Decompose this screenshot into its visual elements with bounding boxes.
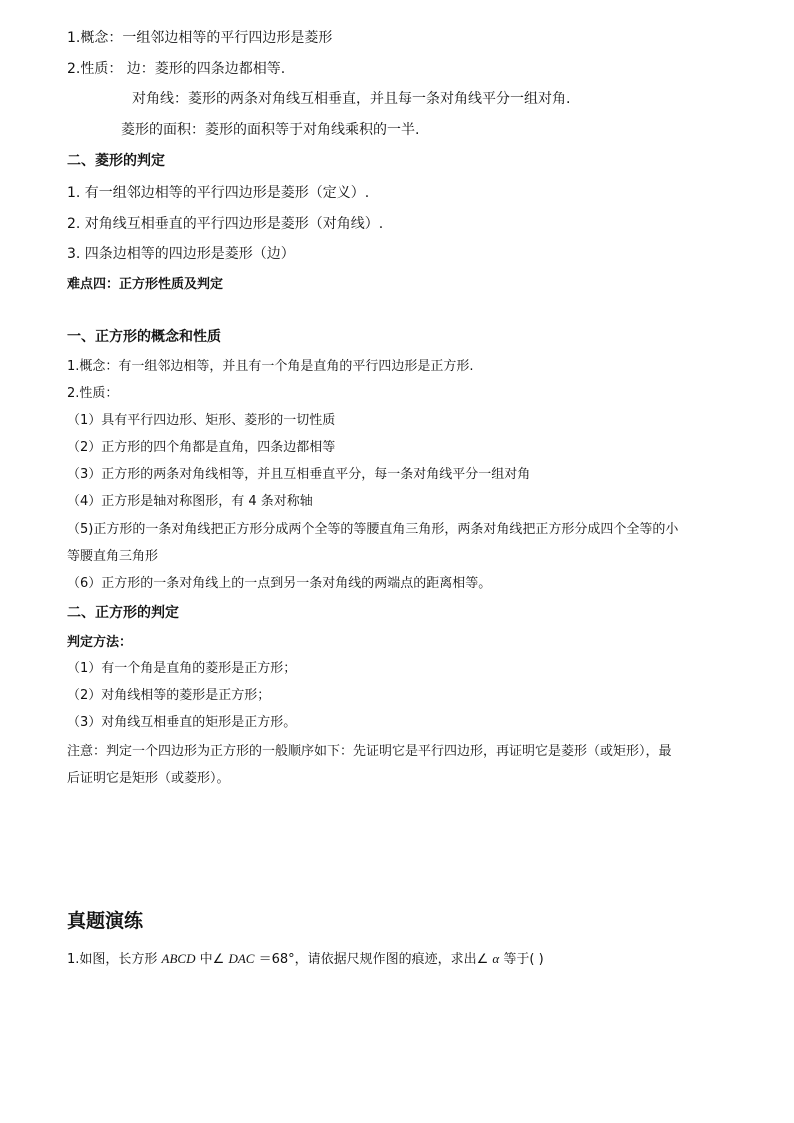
question-1-shape: ABCD (161, 951, 196, 966)
square-property-item: （3）正方形的两条对角线相等，并且互相垂直平分，每一条对角线平分一组对角 (67, 467, 531, 482)
question-1-angle: DAC (228, 951, 255, 966)
exercise-question-1 (67, 952, 544, 966)
rhombus-property-diagonal: 对角线：菱形的两条对角线互相垂直，并且每一条对角线平分一组对角. (132, 91, 571, 107)
square-method-label: 判定方法： (67, 635, 133, 650)
square-property-item: （2）正方形的四个角都是直角，四条边都相等 (67, 440, 336, 455)
question-1-alpha: α (492, 951, 500, 966)
square-concept-heading: 一、正方形的概念和性质 (67, 329, 221, 345)
square-property-item: （5)正方形的一条对角线把正方形分成两个全等的等腰直角三角形，两条对角线把正方形分成四个全等的小 (67, 522, 679, 537)
rhombus-judgement-heading: 二、菱形的判定 (67, 153, 165, 169)
question-1-suffix: 等于( ) (503, 952, 544, 967)
square-property-item: （1）具有平行四边形、矩形、菱形的一切性质 (67, 413, 336, 428)
square-concept: 1.概念：有一组邻边相等，并且有一个角是直角的平行四边形是正方形. (67, 359, 474, 374)
square-method-item: （2）对角线相等的菱形是正方形； (67, 688, 271, 703)
rhombus-concept: 1.概念：一组邻边相等的平行四边形是菱形 (67, 30, 333, 46)
rhombus-property-edge: 2.性质： 边：菱形的四条边都相等. (67, 61, 286, 77)
square-judgement-heading: 二、正方形的判定 (67, 605, 179, 621)
rhombus-judgement-item: 2. 对角线互相垂直的平行四边形是菱形（对角线）. (67, 216, 384, 232)
square-note-line: 注意：判定一个四边形为正方形的一般顺序如下：先证明它是平行四边形，再证明它是菱形（或矩形），最 (67, 744, 672, 759)
square-method-item: （1）有一个角是直角的菱形是正方形； (67, 661, 297, 676)
rhombus-judgement-item: 1. 有一组邻边相等的平行四边形是菱形（定义）. (67, 185, 370, 201)
square-property-item: （4）正方形是轴对称图形，有 4 条对称轴 (67, 494, 313, 509)
rhombus-judgement-item: 3. 四条边相等的四边形是菱形（边） (67, 246, 295, 262)
question-1-value: ＝68°，请依据尺规作图的痕迹，求出∠ (258, 952, 489, 967)
square-property-item: （6）正方形的一条对角线上的一点到另一条对角线的两端点的距离相等。 (67, 576, 492, 591)
square-property-label: 2.性质： (67, 386, 119, 401)
square-method-item: （3）对角线互相垂直的矩形是正方形。 (67, 715, 297, 730)
exercise-title: 真题演练 (67, 910, 144, 932)
difficulty-four-heading: 难点四：正方形性质及判定 (67, 277, 224, 292)
square-property-item-continuation: 等腰直角三角形 (67, 549, 159, 564)
question-1-prefix: 1.如图，长方形 (67, 952, 158, 967)
rhombus-area: 菱形的面积：菱形的面积等于对角线乘积的一半. (121, 122, 420, 138)
question-1-middle: 中∠ (199, 952, 225, 967)
square-note-line: 后证明它是矩形（或菱形）。 (67, 771, 230, 786)
